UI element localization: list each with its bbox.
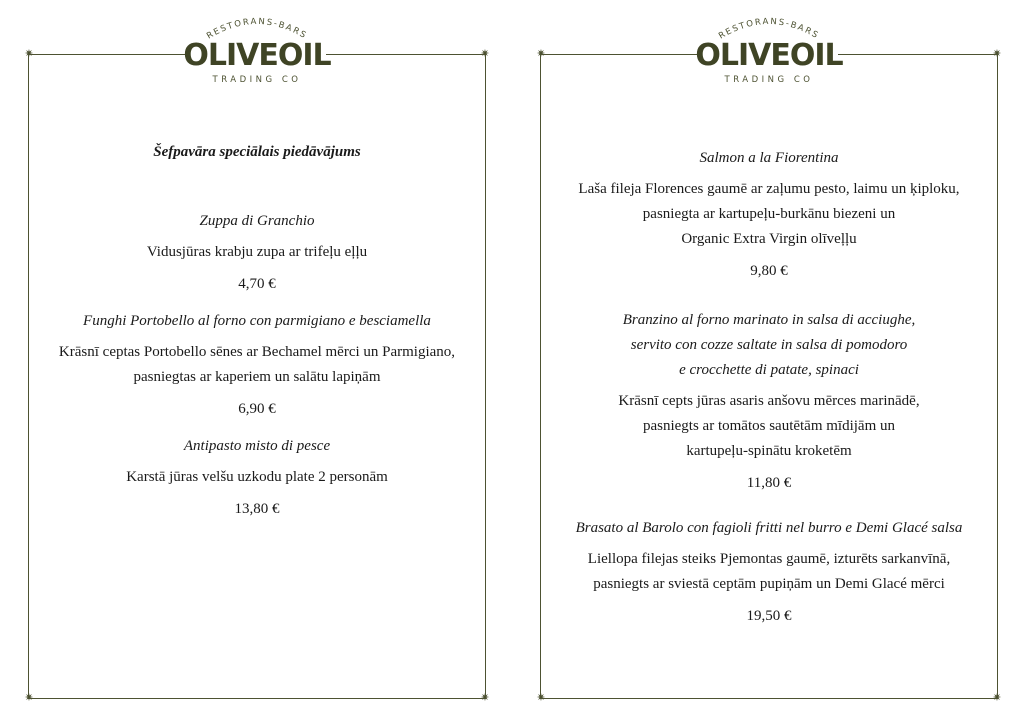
dish-description: Krāsnī ceptas Portobello sēnes ar Bechamel mērci un Parmigiano, pasniegtas ar kaperiem un salātu lapiņām bbox=[58, 344, 456, 385]
left-menu-content bbox=[36, 144, 478, 534]
dish-price: 6,90 € bbox=[238, 401, 276, 417]
dish-name: Antipasto misto di pesce bbox=[183, 438, 331, 454]
menu-page-left bbox=[22, 0, 492, 724]
olive-oil-logo bbox=[182, 12, 332, 90]
frame-bottom bbox=[540, 698, 998, 699]
dish-description: Karstā jūras velšu uzkodu plate 2 personām bbox=[126, 469, 388, 485]
frame-top-right bbox=[326, 54, 486, 55]
frame-left bbox=[28, 54, 29, 699]
dish-price: 4,70 € bbox=[238, 276, 276, 292]
dish-item bbox=[36, 434, 478, 520]
corner-star-icon: ✷ bbox=[992, 47, 1002, 60]
logo-subtitle: TRADING CO bbox=[212, 75, 302, 85]
logo-arc-text: RESTORANS-BARS bbox=[205, 16, 309, 42]
menu-heading: Šefpavāra speciālais piedāvājums bbox=[153, 144, 361, 160]
corner-star-icon: ✷ bbox=[480, 47, 490, 60]
dish-price: 13,80 € bbox=[234, 501, 280, 517]
dish-name: Funghi Portobello al forno con parmigiano e besciamella bbox=[83, 313, 431, 329]
dish-item bbox=[548, 146, 990, 282]
dish-description: Liellopa filejas steiks Pjemontas gaumē, izturēts sarkanvīnā, pasniegts ar sviestā ceptām pupiņām un Demi Glacé mērci bbox=[587, 551, 951, 592]
dish-name: Branzino al forno marinato in salsa di acciughe, servito con cozze saltate in salsa di pomodoro e crocchette di patate, spinaci bbox=[622, 312, 916, 378]
dish-description: Laša fileja Florences gaumē ar zaļumu pesto, laimu un ķiploku, pasniegta ar kartupeļu-burkānu biezeni un Organic Extra Virgin olīveļļu bbox=[578, 181, 960, 247]
dish-description: Vidusjūras krabju zupa ar trifeļu eļļu bbox=[146, 244, 368, 260]
logo-subtitle: TRADING CO bbox=[724, 75, 814, 85]
frame-right bbox=[485, 54, 486, 699]
right-menu-content bbox=[548, 146, 990, 641]
dish-name: Brasato al Barolo con fagioli fritti nel burro e Demi Glacé salsa bbox=[575, 520, 963, 536]
frame-top-right bbox=[838, 54, 998, 55]
dish-price: 11,80 € bbox=[746, 475, 792, 491]
dish-item bbox=[548, 516, 990, 627]
dish-item bbox=[36, 209, 478, 295]
logo-wordmark: OLIVEOIL bbox=[183, 38, 331, 73]
dish-price: 9,80 € bbox=[750, 263, 788, 279]
corner-star-icon: ✷ bbox=[24, 47, 34, 60]
dish-name: Salmon a la Fiorentina bbox=[699, 150, 839, 166]
corner-star-icon: ✷ bbox=[480, 691, 490, 704]
dish-item bbox=[36, 309, 478, 420]
logo-wordmark: OLIVEOIL bbox=[695, 38, 843, 73]
frame-left bbox=[540, 54, 541, 699]
dish-description: Krāsnī cepts jūras asaris anšovu mērces marinādē, pasniegts ar tomātos sautētām mīdijām un kartupeļu-spinātu kroketēm bbox=[618, 393, 920, 459]
dish-price: 19,50 € bbox=[746, 608, 792, 624]
dish-name: Zuppa di Granchio bbox=[199, 213, 315, 229]
dish-item bbox=[548, 308, 990, 494]
frame-right bbox=[997, 54, 998, 699]
corner-star-icon: ✷ bbox=[992, 691, 1002, 704]
menu-page-right bbox=[534, 0, 1004, 724]
frame-top-left bbox=[540, 54, 700, 55]
olive-oil-logo bbox=[694, 12, 844, 90]
frame-bottom bbox=[28, 698, 486, 699]
frame-top-left bbox=[28, 54, 188, 55]
corner-star-icon: ✷ bbox=[536, 47, 546, 60]
corner-star-icon: ✷ bbox=[536, 691, 546, 704]
logo-arc-text: RESTORANS-BARS bbox=[717, 16, 821, 42]
corner-star-icon: ✷ bbox=[24, 691, 34, 704]
